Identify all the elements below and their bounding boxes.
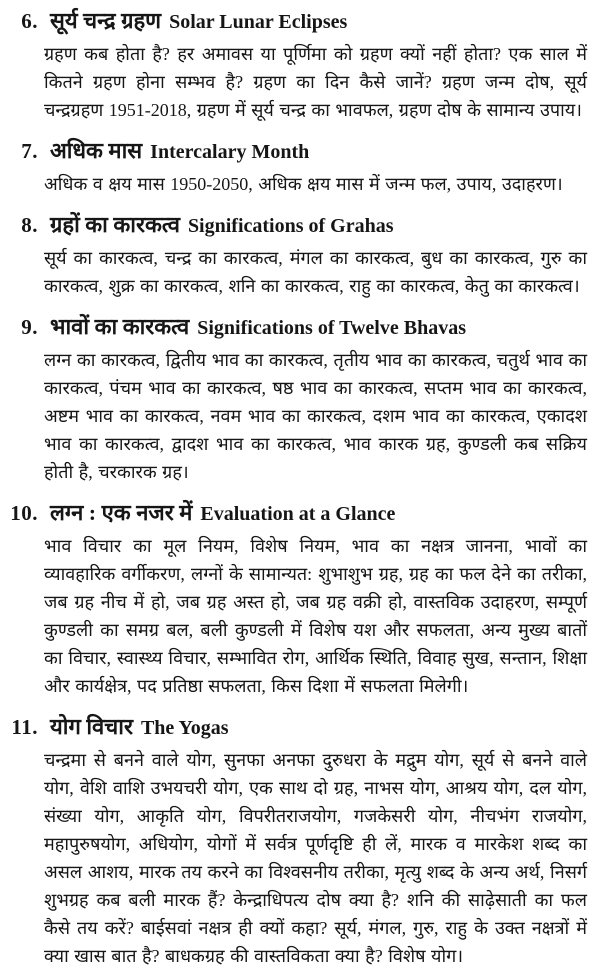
- section-title-hindi: भावों का कारकत्व: [50, 314, 190, 339]
- section-heading: [44, 312, 587, 345]
- section-number: 9.: [21, 315, 38, 339]
- section-number: 11.: [11, 715, 38, 739]
- section-heading: [44, 498, 587, 531]
- section-title-hindi: योग विचार: [50, 714, 133, 739]
- section-heading: [44, 210, 587, 243]
- section-number: 7.: [21, 139, 38, 163]
- toc-section-10: [0, 498, 587, 700]
- section-description: चन्द्रमा से बनने वाले योग, सुनफा अनफा दुरुधरा के मद्रुम योग, सूर्य से बनने वाले योग, वेशि वाशि उभयचरी योग, एक साथ दो ग्रह, नाभस योग, आश्रय योग, दल योग, संख्या योग, आकृति योग, विपरीतराजयोग, गजकेसरी योग, नीचभंग राजयोग, महापुरुषयोग, अधियोग, योगों में सर्वत्र पूर्णदृष्टि ही लें, मारक व मारकेश शब्द का असल आशय, मारक तय करने का विश्वसनीय तरीका, मृत्यु शब्द के अन्य अर्थ, निसर्ग शुभग्रह कब बली मारक हैं? केन्द्राधिपत्य दोष क्या है? शनि की साढ़ेसाती का फल कैसे तय करें? बाईसवां नक्षत्र ही क्यों कहा? सूर्य, मंगल, गुरु, राहु के उक्त नक्षत्रों में क्या खास बात है? बाधकग्रह की वास्तविकता क्या है? विशेष योग।: [44, 750, 587, 966]
- toc-section-6: [0, 6, 587, 124]
- section-number: 10.: [10, 501, 38, 525]
- section-title-english: Intercalary Month: [150, 141, 310, 163]
- section-description: अधिक व क्षय मास 1950-2050, अधिक क्षय मास में जन्म फल, उपाय, उदाहरण।: [44, 174, 563, 194]
- section-heading: [44, 136, 587, 169]
- section-title-hindi: ग्रहों का कारकत्व: [50, 212, 180, 237]
- section-heading: [44, 6, 587, 39]
- section-title-english: Significations of Twelve Bhavas: [197, 317, 466, 339]
- section-description: सूर्य का कारकत्व, चन्द्र का कारकत्व, मंगल का कारकत्व, बुध का कारकत्व, गुरु का कारकत्व, शुक्र का कारकत्व, शनि का कारकत्व, राहु का कारकत्व, केतु का कारकत्व।: [44, 248, 587, 296]
- section-title-hindi: लग्न : एक नजर में: [50, 500, 193, 525]
- section-description: ग्रहण कब होता है? हर अमावस या पूर्णिमा को ग्रहण क्यों नहीं होता? एक साल में कितने ग्रहण होना सम्भव है? ग्रहण का दिन कैसे जानें? ग्रहण जन्म दोष, सूर्य चन्द्रग्रहण 1951-2018, ग्रहण में सूर्य चन्द्र का भावफल, ग्रहण दोष के सामान्य उपाय।: [44, 44, 587, 120]
- section-title-english: Solar Lunar Eclipses: [169, 11, 348, 33]
- section-number: 8.: [21, 213, 38, 237]
- toc-section-7: [0, 136, 587, 198]
- section-description: लग्न का कारकत्व, द्वितीय भाव का कारकत्व, तृतीय भाव का कारकत्व, चतुर्थ भाव का कारकत्व, पंचम भाव का कारकत्व, षष्ठ भाव का कारकत्व, सप्तम भाव का कारकत्व, अष्टम भाव का कारकत्व, नवम भाव का कारकत्व, दशम भाव का कारकत्व, एकादश भाव का कारकत्व, द्वादश भाव का कारकत्व, भाव कारक ग्रह, कुण्डली कब सक्रिय होती है, चरकारक ग्रह।: [44, 350, 587, 482]
- section-heading: [44, 712, 587, 745]
- toc-section-8: [0, 210, 587, 300]
- toc-section-11: [0, 712, 587, 970]
- section-title-english: The Yogas: [140, 717, 229, 739]
- section-number: 6.: [21, 9, 38, 33]
- section-title-hindi: अधिक मास: [50, 138, 143, 163]
- section-description: भाव विचार का मूल नियम, विशेष नियम, भाव का नक्षत्र जानना, भावों का व्यावहारिक वर्गीकरण, लग्नों के सामान्यत: शुभाशुभ ग्रह, ग्रह का फल देने का तरीका, जब ग्रह नीच में हो, जब ग्रह अस्त हो, जब ग्रह वक्री हो, वास्तविक उदाहरण, सम्पूर्ण कुण्डली का समग्र बल, बली कुण्डली में विशेष यश और सफलता, अन्य मुख्य बातों का विचार, स्वास्थ्य विचार, सम्भावित रोग, आर्थिक स्थिति, विवाह सुख, सन्तान, शिक्षा और कार्यक्षेत्र, पद प्रतिष्ठा सफलता, किस दिशा में सफलता मिलेगी।: [44, 536, 587, 696]
- section-title-hindi: सूर्य चन्द्र ग्रहण: [50, 8, 162, 33]
- toc-section-9: [0, 312, 587, 486]
- section-title-english: Significations of Grahas: [187, 215, 394, 237]
- section-title-english: Evaluation at a Glance: [200, 503, 396, 525]
